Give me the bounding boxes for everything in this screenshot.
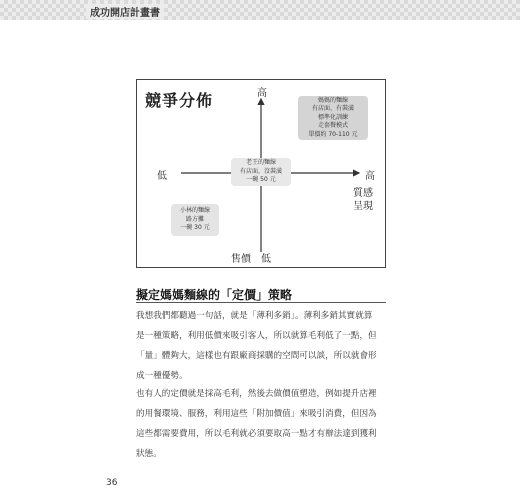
text-line: 成一種優勢。 [136, 371, 188, 381]
competition-chart [136, 79, 386, 268]
box-line: 單價約 70-110 元 [308, 130, 358, 138]
axis-bottom-label: 售價 低 [231, 254, 271, 265]
text-line: 「量」體夠大，這樣也有跟廠商採購的空間可以談，所以就會形 [136, 351, 377, 361]
heading-rule [136, 302, 386, 303]
axis-left-label: 低 [157, 171, 167, 182]
book-title: 成功開店計畫書 [86, 4, 164, 19]
axis-top-label: 高 [257, 88, 267, 99]
chart-title: 競爭分佈 [145, 91, 214, 110]
box-line: 一碗 50 元 [246, 176, 276, 184]
competitor-box-mama [298, 96, 368, 140]
box-line: 有店面、有裝潢 [311, 105, 354, 113]
header-pattern [0, 0, 520, 20]
text-line: 這些都需要費用，所以毛利就必須要取高一點才有辦法達到獲利 [136, 429, 377, 439]
text-line: 的用餐環境、服務，利用這些「附加價值」來吸引消費，但因為 [136, 409, 377, 419]
paragraph-2 [136, 384, 388, 464]
box-line: 走套餐模式 [317, 122, 348, 130]
section-heading: 擬定媽媽麵線的「定價」策略 [136, 288, 293, 302]
page-number: 36 [106, 478, 118, 488]
box-line: 小林的麵線 [179, 207, 210, 215]
box-line: 路方攤 [185, 215, 204, 223]
text-line: 是一種策略，利用低價來吸引客人，所以就算毛利低了一點，但 [136, 331, 377, 341]
box-line: 一碗 30 元 [180, 224, 210, 232]
axis-right-label: 高 [365, 171, 375, 182]
box-line: 媽媽的麵線 [317, 96, 348, 104]
box-line: 有店面，沒裝潢 [239, 167, 282, 175]
box-line: 老王的麵線 [245, 159, 276, 167]
text-line: 狀態。 [136, 449, 162, 459]
page-header [0, 0, 520, 22]
text-line: 也有人的定價就是採高毛利，然後去做價值塑造，例如提升店裡 [136, 389, 377, 399]
competitor-box-wang [231, 158, 291, 186]
box-line: 標準化訓練 [317, 113, 348, 121]
paragraph-1 [136, 306, 388, 386]
axis-right-caption-1: 質感 [353, 188, 373, 199]
text-line: 我想我們都聽過一句話，就是「薄利多銷」。薄利多銷其實就算 [136, 311, 373, 321]
axis-right-caption-2: 呈現 [353, 201, 373, 212]
competitor-box-lin [171, 204, 219, 236]
